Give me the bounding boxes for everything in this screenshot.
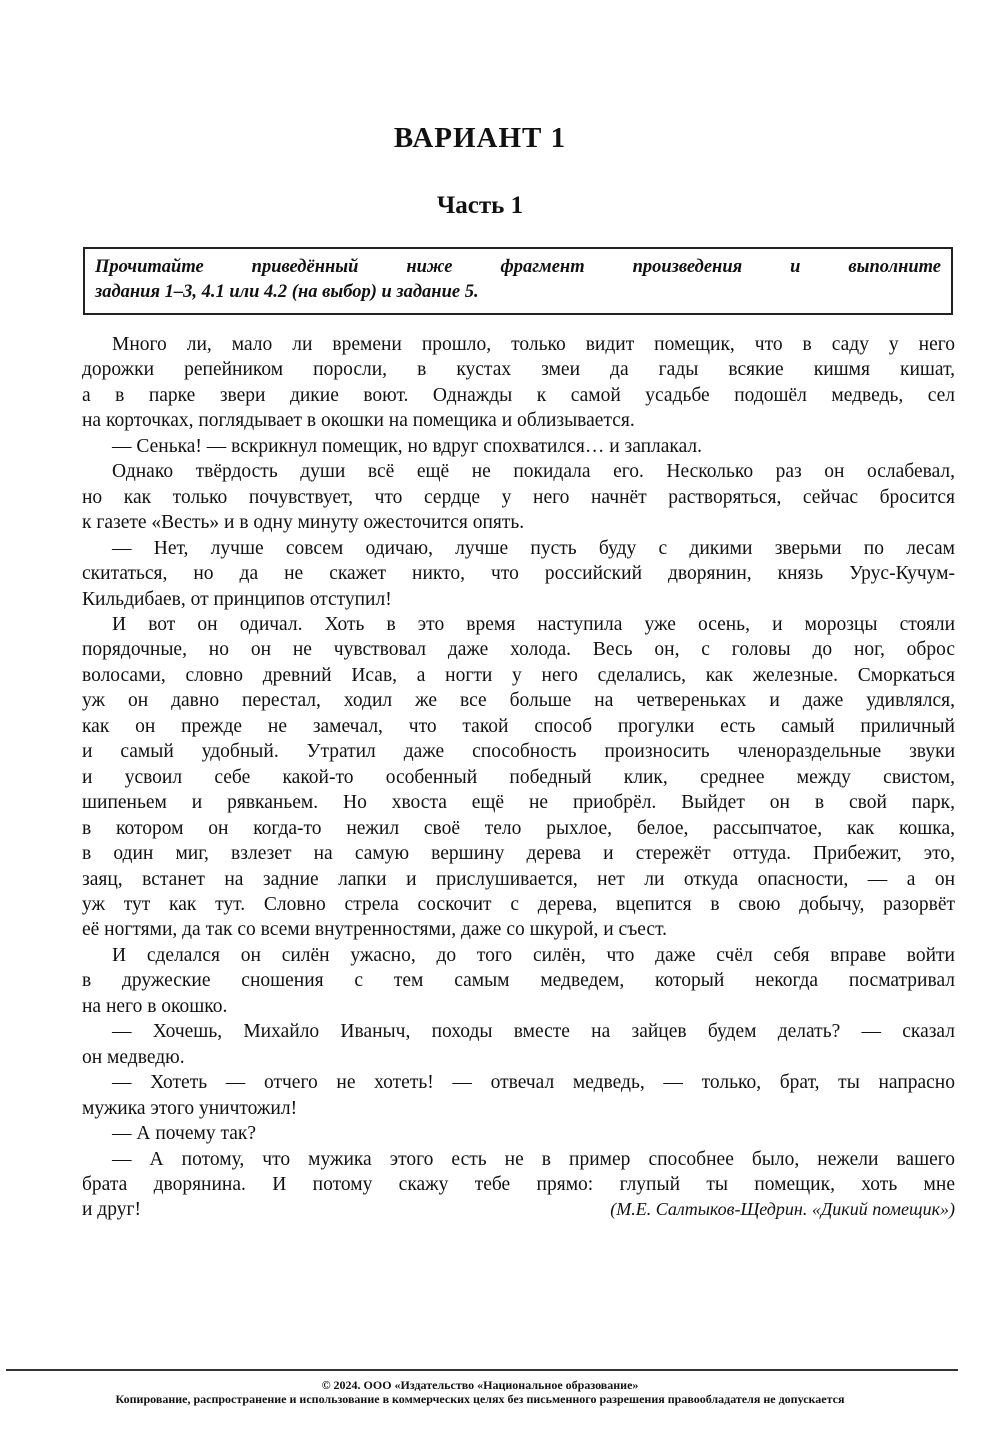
text-line: как он прежде не замечал, что такой способ прогулки есть самый приличный	[82, 715, 955, 737]
footer-divider	[6, 1369, 958, 1371]
text-line: мужика этого уничтожил!	[82, 1097, 298, 1119]
text-line: и усвоил себе какой-то особенный победный клик, среднее между свистом,	[82, 766, 955, 788]
text-line: и самый удобный. Утратил даже способность произносить членораздельные звуки	[82, 741, 955, 763]
text-line: скитаться, но да не скажет никто, что российский дворянин, князь Урус-Кучум-	[82, 563, 955, 585]
text-line: в дружеские сношения с тем самым медведем, который некогда посматривал	[82, 970, 955, 992]
text-line: на него в окошко.	[82, 995, 228, 1017]
paragraph	[82, 536, 955, 612]
text-line: в котором он когда-то нежил своё тело рыхлое, белое, рассыпчатое, как кошка,	[82, 817, 955, 839]
text-line: Кильдибаев, от принципов отступил!	[82, 588, 392, 610]
footer-notice: Копирование, распространение и использование в коммерческих целях без письменного разрешения правообладателя не допускается	[115, 1392, 845, 1406]
paragraph	[82, 434, 955, 459]
citation: (М.Е. Салтыков-Щедрин. «Дикий помещик»)	[610, 1199, 955, 1219]
text-line: её ногтями, да так со всеми внутренностями, даже со шкурой, и съест.	[82, 919, 668, 941]
paragraph	[82, 612, 955, 943]
footer-copyright: © 2024. ООО «Издательство «Национальное образование»	[321, 1378, 639, 1392]
text-line: и друг!	[82, 1199, 141, 1221]
text-line: — Хочешь, Михайло Иваныч, походы вместе на зайцев будем делать? — сказал	[112, 1021, 955, 1043]
text-line: на корточках, поглядывает в окошки на помещика и облизывается.	[82, 410, 635, 432]
text-line: порядочные, но он не чувствовал даже холода. Весь он, с головы до ног, оброс	[82, 639, 955, 661]
text-line: а в парке звери дикие воют. Однажды к самой усадьбе подошёл медведь, сел	[82, 384, 955, 406]
text-line: уж тут как тут. Словно стрела соскочит с дерева, вцепится в свою добычу, разорвёт	[82, 893, 955, 915]
text-line: И сделался он силён ужасно, до того силён, что даже счёл себя вправе войти	[112, 944, 955, 966]
paragraph	[82, 332, 955, 434]
paragraph	[82, 1070, 955, 1121]
text-line: шипеньем и рявканьем. Но хвоста ещё не приобрёл. Выйдет он в свой парк,	[82, 792, 955, 814]
text-fragment	[82, 332, 955, 1223]
text-line: волосами, словно древний Исав, а ногти у него сделались, как железные. Сморкаться	[82, 664, 955, 686]
text-line: — Нет, лучше совсем одичаю, лучше пусть буду с дикими зверьми по лесам	[112, 537, 955, 559]
paragraph	[82, 1121, 955, 1146]
variant-title: ВАРИАНТ 1	[393, 122, 567, 154]
text-line: — А почему так?	[112, 1123, 256, 1145]
text-line: И вот он одичал. Хоть в это время наступила уже осень, и морозцы стояли	[112, 613, 955, 635]
text-line: в один миг, взлезет на самую вершину дерева и стережёт оттуда. Прибежит, это,	[82, 843, 955, 865]
instruction-line: задания 1–3, 4.1 или 4.2 (на выбор) и задание 5.	[95, 282, 479, 302]
text-line: уж он давно перестал, ходил же все больше на четвереньках и даже удивлялся,	[82, 690, 955, 712]
paragraph	[82, 459, 955, 535]
text-line: — А потому, что мужика этого есть не в пример способнее было, нежели вашего	[112, 1148, 955, 1170]
paragraph	[82, 1019, 955, 1070]
instruction-box	[83, 247, 953, 315]
text-line: — Сенька! — вскрикнул помещик, но вдруг спохватился… и заплакал.	[112, 435, 703, 457]
text-line: дорожки репейником поросли, в кустах змеи да гады всякие кишмя кишат,	[82, 359, 955, 381]
text-line: он медведю.	[82, 1046, 185, 1068]
part-heading: Часть 1	[436, 192, 524, 219]
text-line: к газете «Весть» и в одну минуту ожесточится опять.	[82, 512, 525, 534]
text-line: но как только почувствует, что сердце у него начнёт растворяться, сейчас бросится	[82, 486, 955, 508]
text-line: брата дворянина. И потому скажу тебе прямо: глупый ты помещик, хоть мне	[82, 1173, 955, 1195]
text-line: Однако твёрдость души всё ещё не покидала его. Несколько раз он ослабевал,	[112, 461, 955, 483]
text-line: заяц, встанет на задние лапки и прислушивается, нет ли откуда опасности, — а он	[82, 868, 955, 890]
instruction-line: Прочитайте приведённый ниже фрагмент произведения и выполните	[95, 257, 941, 277]
paragraph	[82, 943, 955, 1019]
text-line: — Хотеть — отчего не хотеть! — отвечал медведь, — только, брат, ты напрасно	[112, 1072, 955, 1094]
text-line: Много ли, мало ли времени прошло, только видит помещик, что в саду у него	[112, 334, 955, 355]
